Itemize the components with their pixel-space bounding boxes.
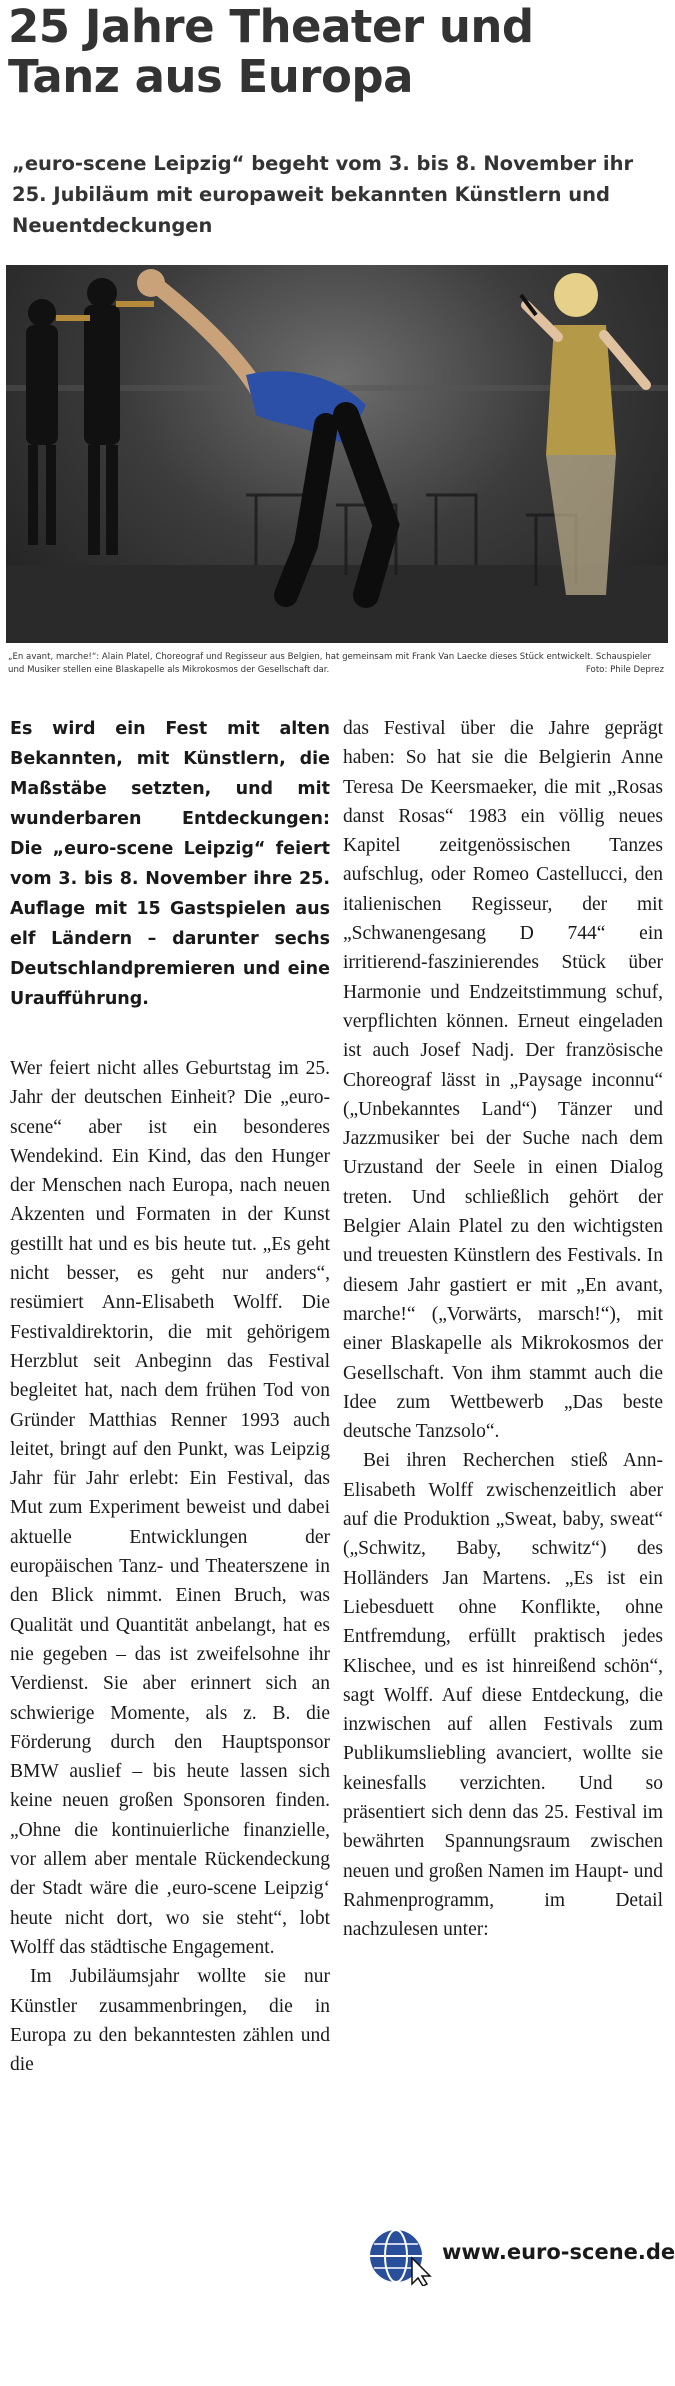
website-url[interactable]: www.euro-scene.de	[442, 2240, 675, 2264]
lead-paragraph: Es wird ein Fest mit alten Bekannten, mit Künstlern, die Maßstäbe setzten, und mit wunderbaren Entdeckungen: Die „euro-scene Leipzig“ feiert vom 3. bis 8. November ihre 25. Auflage mit 15 Gastspielen aus elf Ländern – darunter sechs Deutschlandpremieren und eine Uraufführung.	[10, 719, 330, 1009]
photo-credit: Foto: Phile Deprez	[585, 665, 664, 675]
caption-text: „En avant, marche!“: Alain Platel, Choreograf und Regisseur aus Belgien, hat gemeinsam mit Frank Van Laecke dieses Stück entwickelt. Schauspieler und Musiker stellen eine Blaskapelle als Mikrokosmos der Gesellschaft dar.	[8, 652, 652, 675]
body-paragraph: Bei ihren Recherchen stieß Ann-Elisabeth Wolff zwischenzeitlich aber auf die Produktion „Sweat, baby, sweat“ („Schwitz, Baby, schwitz“) des Holländers Jan Martens. „Es ist ein Liebesduett ohne Konflikte, ohne Entfremdung, erfüllt praktisch jedes Klischee, und es ist hinreißend schön“, sagt Wolff. Auf diese Entdeckung, die inzwischen auf allen Festivals zum Publikumsliebling avanciert, wollte sie keinesfalls verzichten. Und so präsentiert sich denn das 25. Festival im bewährten Spannungsraum zwischen neuen und großen Namen im Haupt- und Rahmenprogramm, im Detail nachzulesen unter:	[343, 1450, 663, 1941]
website-link[interactable]	[358, 2226, 675, 2286]
headline-line-2: Tanz aus Europa	[8, 50, 413, 103]
photo-caption	[8, 651, 670, 677]
body-paragraph: das Festival über die Jahre geprägt haben: So hat sie die Belgierin Anne Teresa De Keersmaeker, die mit „Rosas danst Rosas“ 1983 ein völlig neues Kapitel zeitgenössischen Tanzes aufschlug, oder Romeo Castellucci, den italienischen Regisseur, der mit „Schwanengesang D 744“ ein irritierend-faszinierendes Stück über Harmonie und Endzeitstimmung schuf, verpflichten können. Erneut eingeladen ist auch Josef Nadj. Der französische Choreograf lässt in „Paysage inconnu“ („Unbekanntes Land“) Tänzer und Jazzmusiker bei der Suche nach dem Urzustand der Seele in einen Dialog treten. Und schließlich gehört der Belgier Alain Platel zu den wichtigsten und treuesten Künstlern des Festivals. In diesem Jahr gastiert er mit „En avant, marche!“ („Vorwärts, marsch!“), mit einer Blaskapelle als Mikrokosmos der Gesellschaft. Von ihm stammt auch die Idee zum Wettbewerb „Das beste deutsche Tanzsolo“.	[343, 718, 663, 1443]
stage-photo-illustration	[6, 265, 668, 643]
globe-cursor-icon	[362, 2228, 436, 2291]
subheadline: „euro-scene Leipzig“ begeht vom 3. bis 8. November ihr 25. Jubiläum mit europaweit bekannten Künstlern und Neuentdeckungen	[12, 152, 634, 237]
body-paragraph: Im Jubiläumsjahr wollte sie nur Künstler zusammenbringen, die in Europa zu den bekanntesten zählen und die	[10, 1966, 330, 2076]
body-paragraph: Wer feiert nicht alles Geburtstag im 25. Jahr der deutschen Einheit? Die „euro-scene“ aber ist ein besonderes Wendekind. Ein Kind, das den Hunger der Menschen nach Europa, nach neuen Akzenten und Formaten in der Kunst gestillt hat und es bis heute tut. „Es geht nicht besser, es geht nur anders“, resümiert Ann-Elisabeth Wolff. Die Festivaldirektorin, die mit gehörigem Herzblut seit Anbeginn das Festival begleitet hat, nach dem frühen Tod von Gründer Matthias Renner 1993 auch leitet, bringt auf den Punkt, was Leipzig Jahr für Jahr erlebt: Ein Festival, das Mut zum Experiment beweist und dabei aktuelle Entwicklungen der europäischen Tanz- und Theaterszene in den Blick nimmt. Einen Bruch, was Qualität und Quantität anbelangt, hat es nie gegeben – das ist zweifelsohne ihr Verdienst. Sie aber erinnert sich an schwierige Momente, als z. B. die Förderung durch den Hauptsponsor BMW auslief – bis heute lassen sich keine neuen großen Sponsoren finden. „Ohne die kontinuierliche finanzielle, vor allem aber mentale Rückendeckung der Stadt wäre die ‚euro-scene Leipzig‘ heute nicht dort, wo sie steht“, lobt Wolff das städtische Engagement.	[10, 1058, 330, 1958]
headline	[8, 2, 668, 102]
article-photo	[6, 265, 668, 643]
column-left	[10, 714, 330, 2079]
headline-line-1: 25 Jahre Theater und	[8, 0, 534, 53]
column-right	[343, 714, 663, 1944]
